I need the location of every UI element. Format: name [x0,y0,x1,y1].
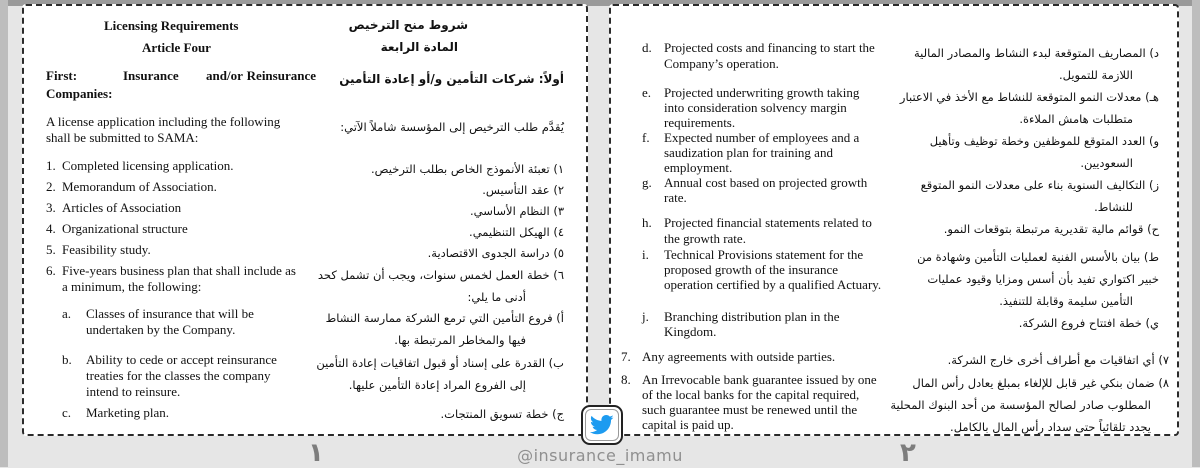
sub-item-letter: j. [642,309,649,324]
arabic-sub-item: أ) فروع التأمين التي ترمع الشركة ممارسة النشاط [325,311,564,325]
list-item-number: 8. [621,372,631,387]
sub-item-text: operation certified by a qualified Actuary. [664,277,882,292]
sub-item-letter: c. [62,405,72,420]
list-item-number: 1. [46,158,56,173]
twitter-badge [581,405,623,445]
sub-item-text: Technical Provisions statement for the [664,247,864,262]
arabic-sub-item: ب) القدرة على إسناد أو قبول اتفاقيات إعادة التأمين [316,356,564,370]
arabic-sub-item: التأمين سليمة وقابلة للتنفيذ. [999,294,1133,308]
document-page-2 [609,4,1179,436]
sub-item-text: Projected underwriting growth taking [664,85,860,100]
sub-item-text: undertaken by the Company. [86,322,236,337]
list-item-number: 2. [46,179,56,194]
sub-item-letter: a. [62,306,72,321]
arabic-list-item: ٢) عقد التأسيس. [482,183,564,197]
arabic-list-item: ١) تعبئة الأنموذج الخاص بطلب الترخيص. [371,162,564,176]
list-item-text: Completed licensing application. [62,158,234,173]
sub-item-letter: e. [642,85,652,100]
english-intro-line1: A license application including the following [46,114,281,129]
page-number-right: ٢ [900,438,916,468]
english-article-heading: Article Four [142,40,211,55]
sub-item-text: the growth rate. [664,231,746,246]
list-item-text: Articles of Association [62,200,182,215]
sub-item-text: Company’s operation. [664,56,779,71]
arabic-title: شروط منح الترخيص [348,18,468,32]
arabic-intro: يُقدَّم طلب الترخيص إلى المؤسسة شاملاً الآتي: [340,120,564,134]
list-item-number: 7. [621,349,631,364]
sub-item-text: Classes of insurance that will be [86,306,254,321]
arabic-sub-item: متطلبات هامش الملاءة. [1019,112,1133,126]
sub-item-letter: h. [642,215,652,230]
list-item-text: Five-years business plan that shall include as [62,263,296,278]
sub-item-text: requirements. [664,115,736,130]
left-edge [0,0,8,467]
right-edge [1192,0,1200,467]
arabic-sub-item: هـ) معدلات النمو المتوقعة للنشاط مع الأخذ في الاعتبار [899,90,1159,104]
arabic-list-item: ٨) ضمان بنكي غير قابل للإلغاء بمبلغ يعادل رأس المال [912,376,1169,390]
list-item-text: Any agreements with outside parties. [642,349,836,364]
list-item-number: 4. [46,221,56,236]
arabic-list-item: ٦) خطة العمل لخمس سنوات، ويجب أن تشمل كحد [317,268,564,282]
document-page-1: Licensing Requirements Article Four First: Insurance and/or Reinsurance Companies: A license application including the following shall be submitted to SAMA: 1. Completed licensing application. 2. Memorandum of Association. 3. Articles of Association 4. Organizational structure 5. Feasibility study. 6. Five-years business plan that shall include as a minimum, the following: a. Classes of insurance that will be undertaken by the Company. b. Ability to cede or accept reinsurance treaties for the classes the company intend to reinsure. c. Marketing plan. شروط منح الترخيص المادة الرابعة أولاً: شركات التأمين و/أو إعادة التأمين يُقدَّم طلب الترخيص إلى المؤسسة شاملاً الآتي: ١) تعبئة الأنموذج الخاص بطلب الترخيص. ٢) عقد التأسيس. ٣) النظام الأساسي. ٤) الهيكل التنظيمي. ٥) دراسة الجدوى الاقتصادية. ٦) خطة العمل لخمس سنوات، ويجب أن تشمل كحد أدنى ما يلي: أ) فروع التأمين التي ترمع الشركة ممارسة النشاط فيها والمخاطر المرتبطة بها. ب) القدرة على إسناد أو قبول اتفاقيات إعادة التأمين إلى الفروع المراد إعادة التأمين عليها. ج) خطة تسويق المنتجات. [22,4,588,436]
list-item-text: Organizational structure [62,221,188,236]
sub-item-text: Branching distribution plan in the [664,309,840,324]
sub-item-text: Ability to cede or accept reinsurance [86,352,277,367]
arabic-sub-item: السعوديين. [1080,156,1133,170]
arabic-list-item: ٧) أي اتفاقيات مع أطراف أخرى خارج الشركة. [947,353,1169,367]
sub-item-text: Projected financial statements related to [664,215,872,230]
arabic-list-item: المطلوب صادر لصالح المؤسسة من أحد البنوك المحلية [890,398,1151,412]
arabic-sub-item: ج) خطة تسويق المنتجات. [440,407,564,421]
sub-item-text: Kingdom. [664,324,717,339]
list-item-text: a minimum, the following: [62,279,202,294]
arabic-sub-item: للنشاط. [1094,200,1133,214]
sub-item-text: proposed growth of the insurance [664,262,839,277]
sub-item-text: Expected number of employees and a [664,130,860,145]
sub-item-text: Annual cost based on projected growth [664,175,868,190]
arabic-list-item: ٥) دراسة الجدوى الاقتصادية. [427,246,564,260]
sub-item-text: saudization plan for training and [664,145,833,160]
sub-item-text: rate. [664,190,687,205]
sub-item-letter: f. [642,130,650,145]
english-title: Licensing Requirements [104,18,239,33]
sub-item-text: into consideration solvency margin [664,100,847,115]
twitter-handle: @insurance_imamu [517,446,683,465]
english-intro-line2: shall be submitted to SAMA: [46,130,199,145]
english-section-heading-line2: Companies: [46,86,113,101]
arabic-sub-item: ز) التكاليف السنوية بناء على معدلات النمو المتوقع [920,178,1159,192]
list-item-text: An Irrevocable bank guarantee issued by one [642,372,877,387]
arabic-article-heading: المادة الرابعة [380,40,458,54]
arabic-list-item: أدنى ما يلي: [467,290,526,304]
sub-item-letter: g. [642,175,652,190]
arabic-sub-item: ط) بيان بالأسس الفنية لعمليات التأمين وشهادة من [917,250,1159,264]
arabic-sub-item: فيها والمخاطر المرتبطة بها. [394,333,526,347]
sub-item-text: intend to reinsure. [86,384,181,399]
arabic-sub-item: د) المصاريف المتوقعة لبدء النشاط والمصادر المالية [913,46,1159,60]
list-item-text: of the local banks for the capital required, [642,387,860,402]
page-number-left: ١ [308,438,324,468]
list-item-text: Feasibility study. [62,242,151,257]
arabic-sub-item: إلى الفروع المراد إعادة التأمين عليها. [348,378,526,392]
list-item-text: such guarantee must be renewed until the [642,402,858,417]
arabic-sub-item: ي) خطة افتتاح فروع الشركة. [1018,316,1159,330]
sub-item-text: Projected costs and financing to start the [664,40,875,55]
list-item-number: 5. [46,242,56,257]
list-item-text: capital is paid up. [642,417,734,432]
sub-item-letter: d. [642,40,652,55]
sub-item-letter: i. [642,247,649,262]
arabic-section-heading: أولاً: شركات التأمين و/أو إعادة التأمين [339,72,564,86]
arabic-sub-item: ح) قوائم مالية تقديرية مرتبطة بتوقعات النمو. [943,222,1159,236]
arabic-list-item: يجدد تلقائياً حتى سداد رأس المال بالكامل. [950,420,1151,434]
sub-item-text: Marketing plan. [86,405,170,420]
list-item-number: 3. [46,200,56,215]
list-item-text: Memorandum of Association. [62,179,217,194]
arabic-list-item: ٤) الهيكل التنظيمي. [469,225,564,239]
arabic-sub-item: و) العدد المتوقع للموظفين وخطة توظيف وتأهيل [929,134,1159,148]
list-item-number: 6. [46,263,56,278]
twitter-bird-icon [590,415,614,435]
sub-item-text: treaties for the classes the company [86,368,271,383]
arabic-sub-item: اللازمة للتمويل. [1058,68,1133,82]
arabic-list-item: ٣) النظام الأساسي. [470,204,564,218]
sub-item-letter: b. [62,352,72,367]
arabic-sub-item: خبير اكتواري تفيد بأن أسس ومزايا وقيود عمليات [927,272,1159,286]
sub-item-text: employment. [664,160,733,175]
